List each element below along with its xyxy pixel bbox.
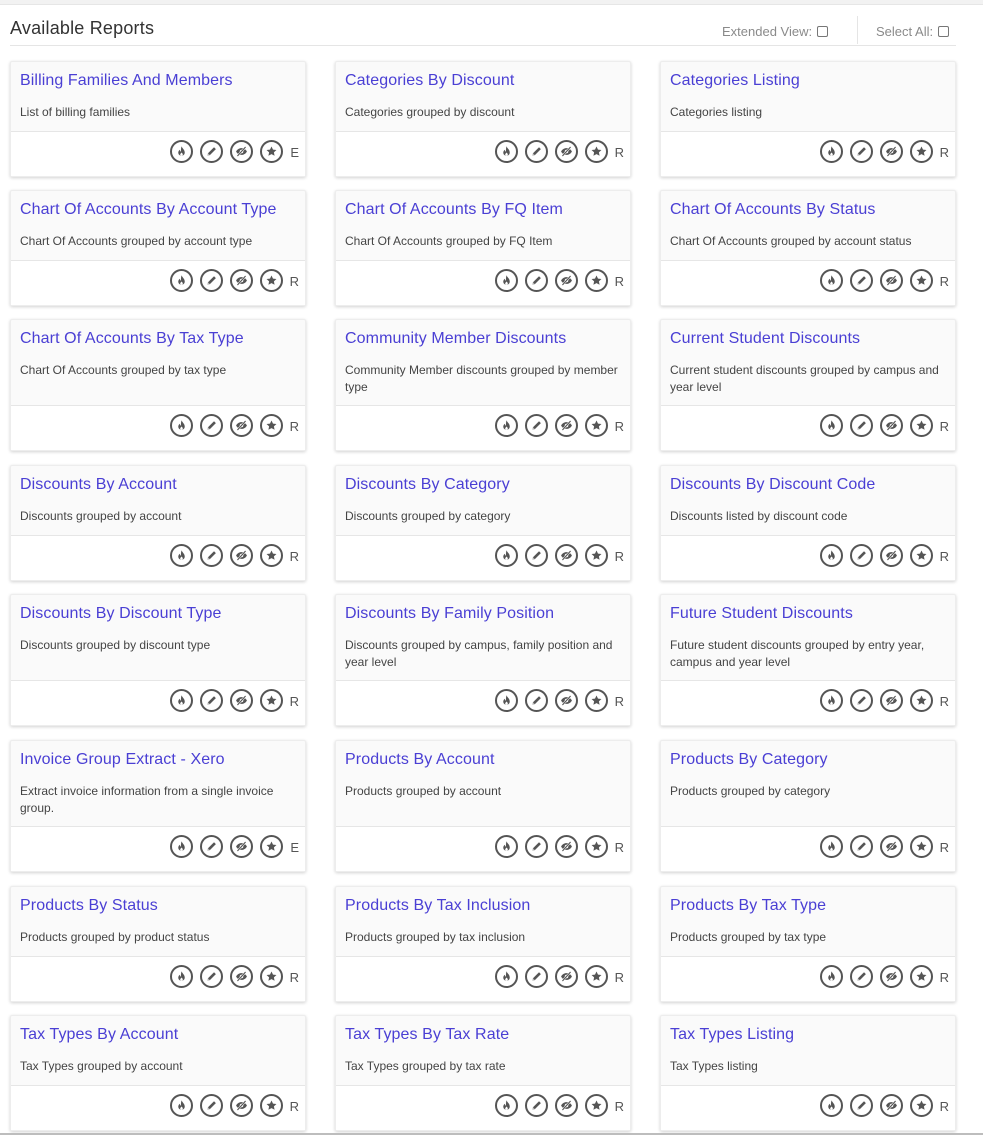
pencil-icon[interactable] (200, 269, 223, 292)
report-card (335, 61, 631, 177)
eye-slash-icon[interactable] (880, 269, 903, 292)
pencil-icon[interactable] (525, 1094, 548, 1117)
pencil-icon[interactable] (525, 965, 548, 988)
report-card (10, 1015, 306, 1131)
report-description: Categories listing (670, 105, 763, 119)
report-title-link[interactable]: Billing Families And Members (20, 72, 233, 89)
report-type-badge: R (614, 694, 624, 709)
pencil-icon[interactable] (525, 140, 548, 163)
eye-slash-icon[interactable] (555, 689, 578, 712)
report-card (660, 319, 956, 451)
report-description: Future student discounts grouped by entry year, campus and year level (670, 638, 925, 669)
report-description: Discounts listed by discount code (670, 509, 848, 523)
star-icon[interactable] (260, 835, 283, 858)
star-icon[interactable] (260, 140, 283, 163)
eye-slash-icon[interactable] (555, 269, 578, 292)
report-title-link[interactable]: Invoice Group Extract - Xero (20, 751, 225, 768)
star-icon[interactable] (260, 544, 283, 567)
report-title-link[interactable]: Discounts By Category (345, 476, 510, 493)
report-actions (336, 1085, 630, 1130)
pencil-icon[interactable] (200, 1094, 223, 1117)
pencil-icon[interactable] (200, 544, 223, 567)
select-all-option[interactable] (876, 24, 949, 39)
report-title-link[interactable]: Products By Tax Type (670, 897, 827, 914)
flame-icon[interactable] (495, 544, 518, 567)
report-title-link[interactable]: Products By Status (20, 897, 158, 914)
eye-slash-icon[interactable] (230, 269, 253, 292)
report-actions (11, 131, 305, 176)
report-actions (11, 535, 305, 580)
flame-icon[interactable] (170, 140, 193, 163)
report-actions (661, 131, 955, 176)
report-type-badge: R (614, 419, 624, 434)
report-actions (336, 131, 630, 176)
eye-slash-icon[interactable] (880, 1094, 903, 1117)
flame-icon[interactable] (820, 1094, 843, 1117)
eye-slash-icon[interactable] (230, 544, 253, 567)
star-icon[interactable] (910, 544, 933, 567)
report-actions (11, 956, 305, 1001)
report-title-link[interactable]: Categories Listing (670, 72, 800, 89)
pencil-icon[interactable] (850, 1094, 873, 1117)
report-title-link[interactable]: Categories By Discount (345, 72, 515, 89)
flame-icon[interactable] (820, 965, 843, 988)
star-icon[interactable] (585, 414, 608, 437)
report-actions (661, 826, 955, 871)
flame-icon[interactable] (495, 689, 518, 712)
report-card (660, 190, 956, 306)
report-title-link[interactable]: Chart Of Accounts By FQ Item (345, 201, 563, 218)
flame-icon[interactable] (170, 965, 193, 988)
flame-icon[interactable] (820, 544, 843, 567)
pencil-icon[interactable] (525, 689, 548, 712)
report-card (660, 61, 956, 177)
eye-slash-icon[interactable] (230, 965, 253, 988)
star-icon[interactable] (585, 1094, 608, 1117)
report-description: Categories grouped by discount (345, 105, 515, 119)
report-description: Discounts grouped by discount type (20, 638, 211, 652)
flame-icon[interactable] (170, 414, 193, 437)
flame-icon[interactable] (495, 140, 518, 163)
flame-icon[interactable] (495, 965, 518, 988)
report-type-badge: R (289, 694, 299, 709)
report-actions (11, 405, 305, 450)
flame-icon[interactable] (820, 835, 843, 858)
report-description: Tax Types grouped by tax rate (345, 1059, 506, 1073)
flame-icon[interactable] (820, 269, 843, 292)
report-type-badge: R (289, 549, 299, 564)
report-card (10, 740, 306, 872)
report-card (335, 594, 631, 726)
report-title-link[interactable]: Chart Of Accounts By Account Type (20, 201, 277, 218)
report-card (660, 594, 956, 726)
pencil-icon[interactable] (200, 965, 223, 988)
eye-slash-icon[interactable] (555, 140, 578, 163)
eye-slash-icon[interactable] (880, 544, 903, 567)
eye-slash-icon[interactable] (555, 544, 578, 567)
report-title-link[interactable]: Chart Of Accounts By Status (670, 201, 876, 218)
eye-slash-icon[interactable] (230, 140, 253, 163)
report-actions (336, 405, 630, 450)
report-actions (661, 1085, 955, 1130)
star-icon[interactable] (910, 689, 933, 712)
report-type-badge: R (939, 274, 949, 289)
pencil-icon[interactable] (850, 140, 873, 163)
report-title-link[interactable]: Future Student Discounts (670, 605, 853, 622)
report-type-badge: R (939, 419, 949, 434)
flame-icon[interactable] (820, 140, 843, 163)
report-type-badge: R (939, 1099, 949, 1114)
report-card (10, 61, 306, 177)
report-title-link[interactable]: Current Student Discounts (670, 330, 861, 347)
report-type-badge: R (289, 419, 299, 434)
star-icon[interactable] (585, 835, 608, 858)
report-description: Products grouped by category (670, 784, 831, 798)
report-card (10, 319, 306, 451)
report-description: Chart Of Accounts grouped by tax type (20, 363, 227, 377)
star-icon[interactable] (910, 269, 933, 292)
star-icon[interactable] (910, 965, 933, 988)
report-title-link[interactable]: Tax Types Listing (670, 1026, 795, 1043)
report-type-badge: R (289, 970, 299, 985)
report-title-link[interactable]: Discounts By Account (20, 476, 177, 493)
report-description: Discounts grouped by account (20, 509, 182, 523)
extended-view-checkbox[interactable] (817, 26, 828, 37)
pencil-icon[interactable] (200, 140, 223, 163)
report-actions (11, 826, 305, 871)
report-card (335, 190, 631, 306)
flame-icon[interactable] (495, 835, 518, 858)
report-actions (11, 680, 305, 725)
flame-icon[interactable] (820, 689, 843, 712)
report-title-link[interactable]: Products By Tax Inclusion (345, 897, 531, 914)
report-description: Chart Of Accounts grouped by FQ Item (345, 234, 553, 248)
star-icon[interactable] (585, 544, 608, 567)
report-type-badge: R (939, 549, 949, 564)
report-actions (661, 956, 955, 1001)
eye-slash-icon[interactable] (230, 689, 253, 712)
pencil-icon[interactable] (525, 544, 548, 567)
report-description: Discounts grouped by category (345, 509, 511, 523)
report-card (335, 465, 631, 581)
pencil-icon[interactable] (200, 689, 223, 712)
flame-icon[interactable] (820, 414, 843, 437)
report-description: Chart Of Accounts grouped by account status (670, 234, 912, 248)
report-title-link[interactable]: Tax Types By Account (20, 1026, 179, 1043)
star-icon[interactable] (585, 965, 608, 988)
report-type-badge: R (289, 274, 299, 289)
flame-icon[interactable] (495, 414, 518, 437)
flame-icon[interactable] (495, 269, 518, 292)
report-title-link[interactable]: Tax Types By Tax Rate (345, 1026, 510, 1043)
report-description: Tax Types listing (670, 1059, 758, 1073)
report-title-link[interactable]: Products By Category (670, 751, 828, 768)
report-type-badge: R (614, 970, 624, 985)
flame-icon[interactable] (495, 1094, 518, 1117)
eye-slash-icon[interactable] (880, 414, 903, 437)
star-icon[interactable] (260, 689, 283, 712)
flame-icon[interactable] (170, 1094, 193, 1117)
report-description: Community Member discounts grouped by member type (345, 363, 618, 394)
eye-slash-icon[interactable] (555, 1094, 578, 1117)
report-actions (661, 405, 955, 450)
pencil-icon[interactable] (200, 835, 223, 858)
report-description: Chart Of Accounts grouped by account type (20, 234, 253, 248)
report-type-badge: R (614, 1099, 624, 1114)
report-title-link[interactable]: Chart Of Accounts By Tax Type (20, 330, 244, 347)
report-actions (661, 680, 955, 725)
star-icon[interactable] (585, 689, 608, 712)
report-card (335, 740, 631, 872)
report-title-link[interactable]: Products By Account (345, 751, 495, 768)
star-icon[interactable] (260, 414, 283, 437)
report-description: Products grouped by product status (20, 930, 210, 944)
select-all-label: Select All: (876, 24, 934, 39)
pencil-icon[interactable] (850, 689, 873, 712)
pencil-icon[interactable] (525, 835, 548, 858)
star-icon[interactable] (260, 269, 283, 292)
report-description: Products grouped by tax type (670, 930, 827, 944)
eye-slash-icon[interactable] (230, 835, 253, 858)
report-card (335, 319, 631, 451)
pencil-icon[interactable] (850, 414, 873, 437)
pencil-icon[interactable] (850, 544, 873, 567)
report-card (10, 465, 306, 581)
report-actions (336, 680, 630, 725)
report-type-badge: R (614, 840, 624, 855)
star-icon[interactable] (585, 269, 608, 292)
star-icon[interactable] (260, 965, 283, 988)
flame-icon[interactable] (170, 269, 193, 292)
report-title-link[interactable]: Discounts By Discount Type (20, 605, 222, 622)
pencil-icon[interactable] (850, 835, 873, 858)
report-type-badge: R (614, 274, 624, 289)
pencil-icon[interactable] (525, 414, 548, 437)
eye-slash-icon[interactable] (555, 835, 578, 858)
report-actions (11, 260, 305, 305)
report-card (335, 1015, 631, 1131)
eye-slash-icon[interactable] (555, 414, 578, 437)
eye-slash-icon[interactable] (880, 689, 903, 712)
flame-icon[interactable] (170, 835, 193, 858)
pencil-icon[interactable] (850, 965, 873, 988)
report-card (660, 1015, 956, 1131)
report-description: Current student discounts grouped by campus and year level (670, 363, 939, 394)
report-description: Products grouped by tax inclusion (345, 930, 526, 944)
report-card (10, 594, 306, 726)
report-card (10, 886, 306, 1002)
eye-slash-icon[interactable] (230, 414, 253, 437)
report-card (660, 465, 956, 581)
flame-icon[interactable] (170, 544, 193, 567)
report-actions (11, 1085, 305, 1130)
report-card (660, 740, 956, 872)
report-actions (336, 535, 630, 580)
report-type-badge: R (614, 549, 624, 564)
top-edge (0, 0, 983, 5)
pencil-icon[interactable] (850, 269, 873, 292)
report-actions (661, 260, 955, 305)
star-icon[interactable] (910, 140, 933, 163)
select-all-checkbox[interactable] (938, 26, 949, 37)
report-description: Discounts grouped by campus, family position and year level (345, 638, 613, 669)
reports-header (10, 16, 956, 46)
report-description: Tax Types grouped by account (20, 1059, 183, 1073)
report-title-link[interactable]: Discounts By Family Position (345, 605, 555, 622)
flame-icon[interactable] (170, 689, 193, 712)
star-icon[interactable] (910, 835, 933, 858)
eye-slash-icon[interactable] (880, 140, 903, 163)
extended-view-option[interactable] (722, 24, 828, 39)
report-card (335, 886, 631, 1002)
star-icon[interactable] (910, 1094, 933, 1117)
report-type-badge: R (939, 145, 949, 160)
star-icon[interactable] (260, 1094, 283, 1117)
page-title: Available Reports (10, 18, 155, 38)
report-actions (336, 956, 630, 1001)
report-description: Extract invoice information from a single invoice group. (20, 784, 274, 815)
report-type-badge: E (290, 840, 299, 855)
report-type-badge: R (289, 1099, 299, 1114)
report-title-link[interactable]: Discounts By Discount Code (670, 476, 876, 493)
report-actions (336, 826, 630, 871)
header-divider (857, 16, 858, 44)
report-type-badge: R (614, 145, 624, 160)
eye-slash-icon[interactable] (230, 1094, 253, 1117)
report-card (10, 190, 306, 306)
pencil-icon[interactable] (525, 269, 548, 292)
report-description: Products grouped by account (345, 784, 502, 798)
eye-slash-icon[interactable] (555, 965, 578, 988)
pencil-icon[interactable] (200, 414, 223, 437)
report-actions (336, 260, 630, 305)
report-actions (661, 535, 955, 580)
star-icon[interactable] (910, 414, 933, 437)
eye-slash-icon[interactable] (880, 835, 903, 858)
star-icon[interactable] (585, 140, 608, 163)
eye-slash-icon[interactable] (880, 965, 903, 988)
report-title-link[interactable]: Community Member Discounts (345, 330, 567, 347)
extended-view-label: Extended View: (722, 24, 813, 39)
report-description: List of billing families (20, 105, 131, 119)
report-type-badge: R (939, 840, 949, 855)
report-type-badge: R (939, 694, 949, 709)
report-card (660, 886, 956, 1002)
report-type-badge: E (290, 145, 299, 160)
report-type-badge: R (939, 970, 949, 985)
